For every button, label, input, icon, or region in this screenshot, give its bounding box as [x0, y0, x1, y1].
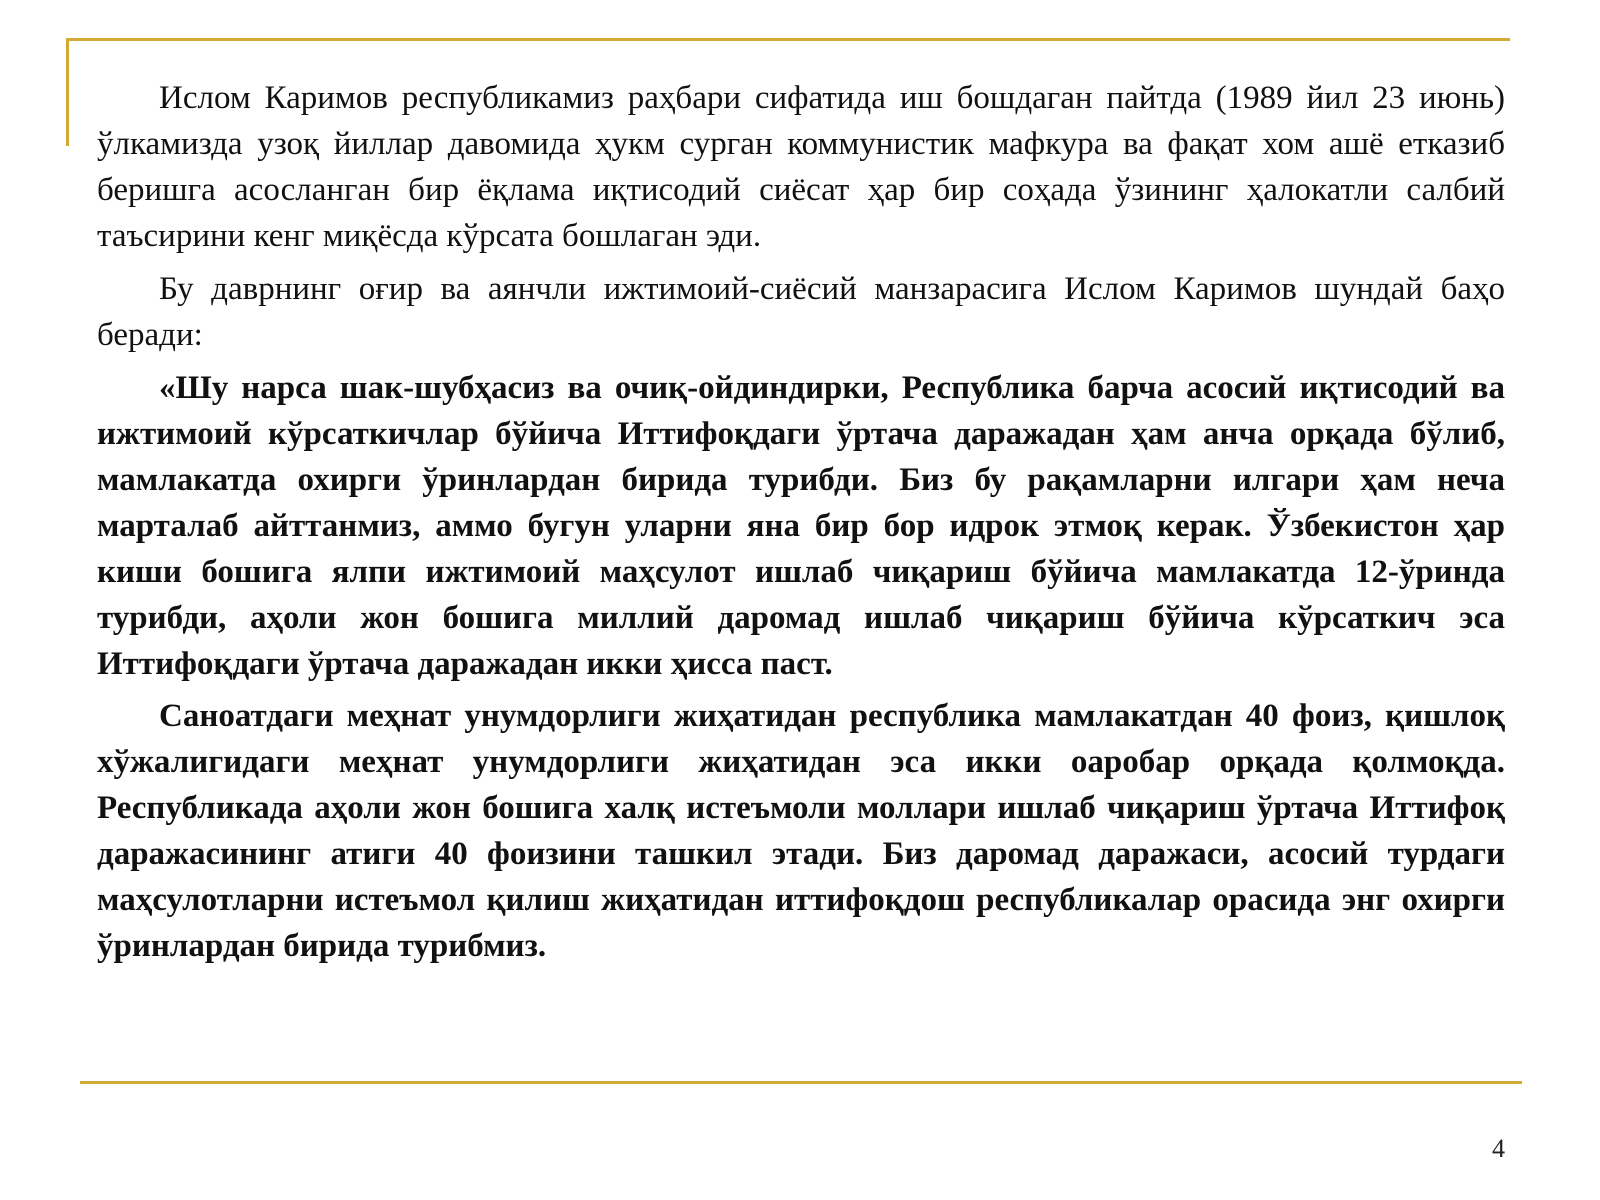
left-accent-rule	[66, 38, 69, 146]
quote-paragraph-1: «Шу нарса шак-шубҳасиз ва очиқ-ойдиндирки, Республика барча асосий иқтисодий ва ижтимоий кўрсаткичлар бўйича Иттифоқдаги ўртача даражадан ҳам анча орқада бўлиб, мамлакатда охирги ўринлардан бирида турибди. Биз бу рақамларни илгари ҳам неча марталаб айттанмиз, аммо бугун уларни яна бир бор идрок этмоқ керак. Ўзбекистон ҳар киши бошига ялпи ижтимоий маҳсулот ишлаб чиқариш бўйича мамлакатда 12-ўринда турибди, аҳоли жон бошига миллий даромад ишлаб чиқариш бўйича кўрсаткич эса Иттифоқдаги ўртача даражадан икки ҳисса паст.	[97, 370, 1505, 682]
slide-body	[97, 75, 1505, 975]
page-number: 4	[1492, 1134, 1505, 1163]
paragraph-assessment: Бу даврнинг оғир ва аянчли ижтимоий-сиёсий манзарасига Ислом Каримов шундай баҳо беради:	[97, 271, 1505, 353]
top-accent-rule	[66, 38, 1510, 41]
paragraph-intro: Ислом Каримов республикамиз раҳбари сифатида иш бошдаган пайтда (1989 йил 23 июнь) ўлкамизда узоқ йиллар давомида ҳукм сурган коммунистик мафкура ва фақат хом ашё етказиб беришга асосланган бир ёқлама иқтисодий сиёсат ҳар бир соҳада ўзининг ҳалокатли салбий таъсирини кенг миқёсда кўрсата бошлаган эди.	[97, 80, 1505, 254]
quote-paragraph-2: Саноатдаги меҳнат унумдорлиги жиҳатидан республика мамлакатдан 40 фоиз, қишлоқ хўжалигидаги меҳнат унумдорлиги жиҳатидан эса икки оаробар орқада қолмоқда. Республикада аҳоли жон бошига халқ истеъмоли моллари ишлаб чиқариш ўртача Иттифоқ даражасининг атиги 40 фоизини ташкил этади. Биз даромад даражаси, асосий турдаги маҳсулотларни истеъмол қилиш жиҳатидан иттифоқдош республикалар орасида энг охирги ўринлардан бирида турибмиз.	[97, 698, 1505, 964]
bottom-accent-rule	[80, 1081, 1522, 1084]
